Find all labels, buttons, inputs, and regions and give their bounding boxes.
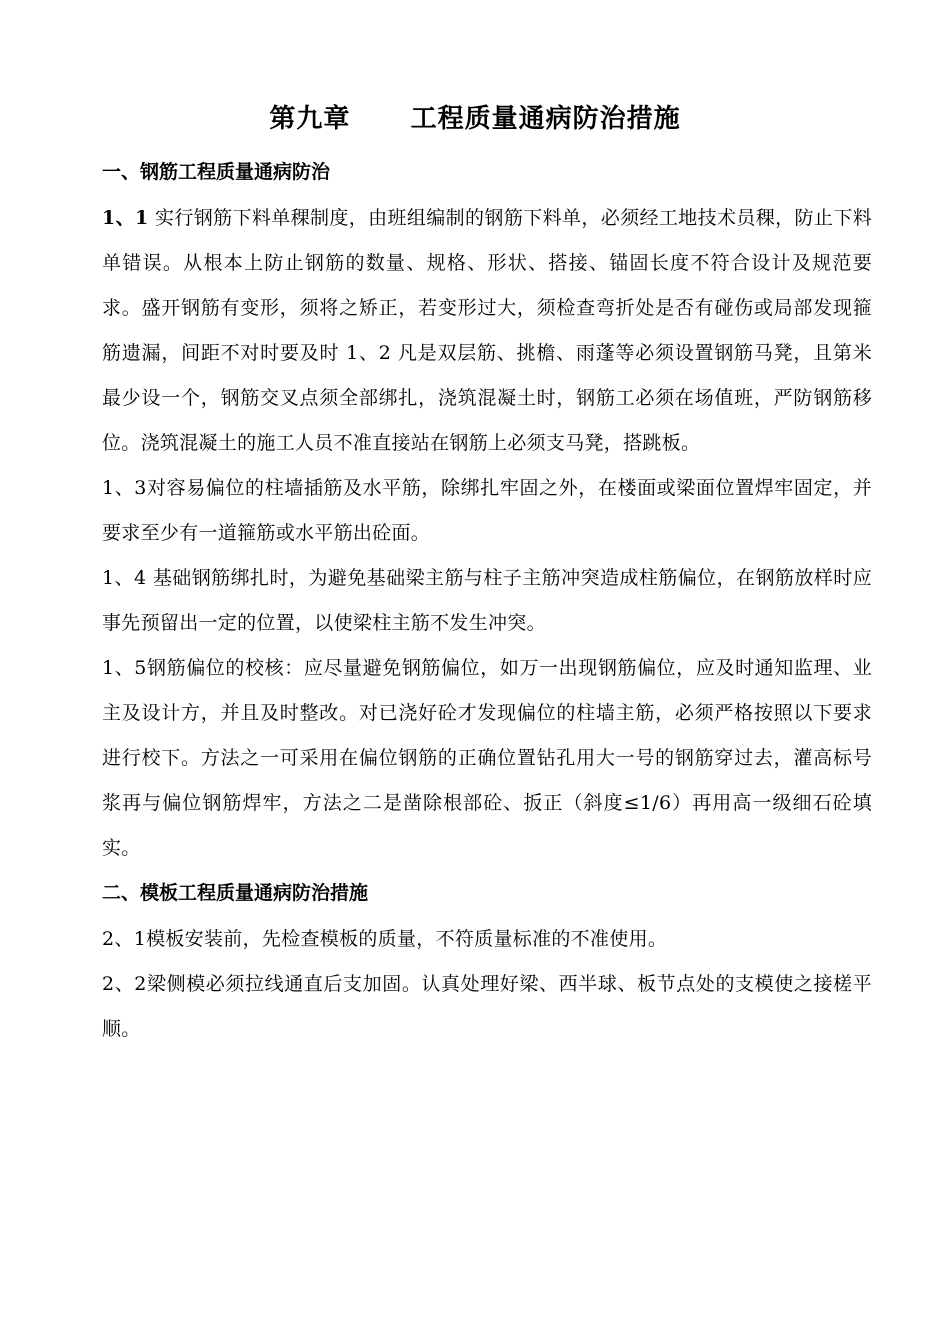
section-heading: 二、模板工程质量通病防治措施 <box>102 882 369 904</box>
paragraph-text: 钢筋偏位的校核：应尽量避免钢筋偏位，如万一出现钢筋偏位，应及时通知监理、业主及设计方，并且及时整改。对已浇好砼才发现偏位的柱墙主筋，必须严格按照以下要求进行校下。方法之一可采用在偏位钢筋的正确位置钻孔用大一号的钢筋穿过去，灌高标号浆再与偏位钢筋焊牢，方法之二是凿除根部砼、扳正（斜度≤1/6）再用高一级细石砼填实。 <box>102 657 872 859</box>
paragraph-text: 梁侧模必须拉线通直后支加固。认真处理好梁、西半球、板节点处的支模使之接槎平顺。 <box>102 973 872 1040</box>
paragraph-number: 2、1 <box>102 928 147 950</box>
document-body <box>102 154 872 1052</box>
paragraph-text: 模板安装前，先检查模板的质量，不符质量标准的不准使用。 <box>146 928 668 950</box>
paragraph <box>102 917 872 962</box>
paragraph-number: 1、1 <box>102 207 149 229</box>
paragraph-number: 1、5 <box>102 657 147 679</box>
paragraph-text: 基础钢筋绑扎时，为避免基础梁主筋与柱子主筋冲突造成柱筋偏位，在钢筋放样时应事先预留出一定的位置，以使梁柱主筋不发生冲突。 <box>102 567 872 634</box>
paragraph-text: 实行钢筋下料单稞制度，由班组编制的钢筋下料单，必须经工地技术员稞，防止下料单错误。从根本上防止钢筋的数量、规格、形状、搭接、锚固长度不符合设计及规范要求。盛开钢筋有变形，须将之矫正，若变形过大，须检查弯折处是否有碰伤或局部发现箍筋遗漏，间距不对时要及时 1、2 凡是双层筋、挑檐、雨蓬等必须设置钢筋马凳，且第米最少设一个，钢筋交叉点须全部绑扎，浇筑混凝土时，钢筋工必须在场值班，严防钢筋移位。浇筑混凝土的施工人员不准直接站在钢筋上必须支马凳，搭跳板。 <box>102 207 872 454</box>
paragraph <box>102 466 872 556</box>
paragraph-number: 2、2 <box>102 973 147 995</box>
chapter-title: 第九章 工程质量通病防治措施 <box>269 104 681 134</box>
paragraph-text: 对容易偏位的柱墙插筋及水平筋，除绑扎牢固之外，在楼面或梁面位置焊牢固定，并要求至少有一道箍筋或水平筋出砼面。 <box>102 477 872 544</box>
paragraph-number: 1、4 <box>102 567 147 589</box>
paragraph <box>102 646 872 871</box>
paragraph-number: 1、3 <box>102 477 147 499</box>
paragraph <box>102 196 872 466</box>
section-heading: 一、钢筋工程质量通病防治 <box>102 161 331 183</box>
paragraph <box>102 556 872 646</box>
paragraph <box>102 962 872 1052</box>
